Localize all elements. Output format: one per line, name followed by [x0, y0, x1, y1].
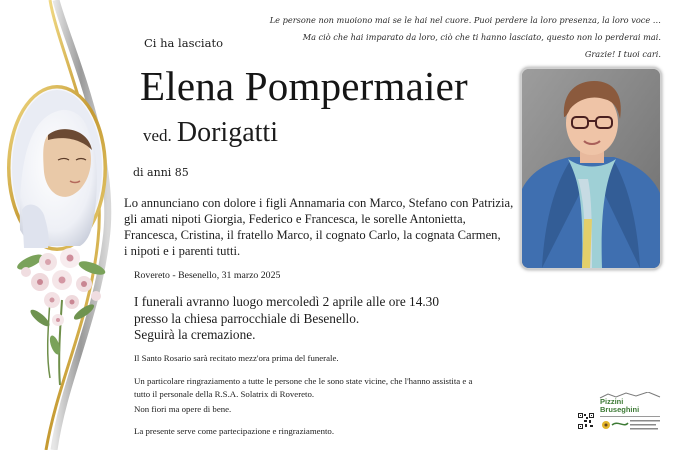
- announcement-line: Francesca, Cristina, il fratello Marco, il cognato Carlo, la cognata Carmen,: [124, 228, 501, 242]
- quote-signature: Grazie! I tuoi cari.: [584, 49, 661, 59]
- qr-code-icon: [578, 413, 594, 429]
- deceased-photo: [520, 67, 662, 270]
- widow-of: [143, 117, 278, 149]
- rosary-text: Il Santo Rosario sarà recitato mezz'ora prima del funerale.: [134, 353, 339, 363]
- place-date: Rovereto - Besenello, 31 marzo 2025: [134, 270, 281, 281]
- funeral-line: Seguirà la cremazione.: [134, 327, 256, 342]
- announcement-paragraph: [124, 195, 516, 259]
- age-text: di anni 85: [133, 166, 189, 179]
- funeral-home-logo: [598, 392, 662, 436]
- thanks-note: [134, 375, 472, 400]
- funeral-home-name-line: Pizzini: [600, 397, 624, 406]
- closing-note: [134, 425, 334, 438]
- announcement-line: gli amati nipoti Giorgia, Federico e Francesca, le sorelle Antonietta,: [124, 212, 466, 226]
- funeral-line: I funerali avranno luogo mercoledì 2 aprile alle ore 14.30: [134, 294, 439, 309]
- madonna-flowers-decoration: [0, 0, 130, 450]
- announcement-line: i nipoti e i parenti tutti.: [124, 244, 241, 258]
- funeral-details: [134, 294, 439, 344]
- announcement-line: Lo annunciano con dolore i figli Annamaria con Marco, Stefano con Patrizia,: [124, 196, 514, 210]
- no-flowers-text: Non fiori ma opere di bene.: [134, 404, 232, 414]
- thanks-line: tutto il personale della R.S.A. Solatrix di Rovereto.: [134, 388, 315, 399]
- quote-line: Le persone non muoiono mai se le hai nel cuore. Puoi perdere la loro presenza, la loro voce …: [269, 15, 661, 25]
- married-name: Dorigatti: [176, 117, 278, 148]
- quote-line: Ma ciò che hai imparato da loro, ciò che ti hanno lasciato, questo non lo perderai mai.: [302, 32, 661, 42]
- closing-text: La presente serve come partecipazione e ringraziamento.: [134, 426, 335, 436]
- ved-label: ved.: [143, 126, 172, 145]
- funeral-line: presso la chiesa parrocchiale di Besenello.: [134, 310, 360, 326]
- rosary-note: [134, 352, 339, 365]
- intro-text: Ci ha lasciato: [144, 36, 224, 50]
- portrait-icon: [522, 69, 660, 268]
- deceased-name: Elena Pompermaier: [140, 63, 468, 109]
- no-flowers-note: [134, 403, 231, 416]
- funeral-home-name: [600, 398, 639, 413]
- funeral-home-name-line: Bruseghini: [600, 404, 640, 414]
- thanks-line: Un particolare ringraziamento a tutte le persone che le sono state vicine, che l'hanno assistita e a: [134, 376, 473, 386]
- memorial-quote: [261, 12, 661, 63]
